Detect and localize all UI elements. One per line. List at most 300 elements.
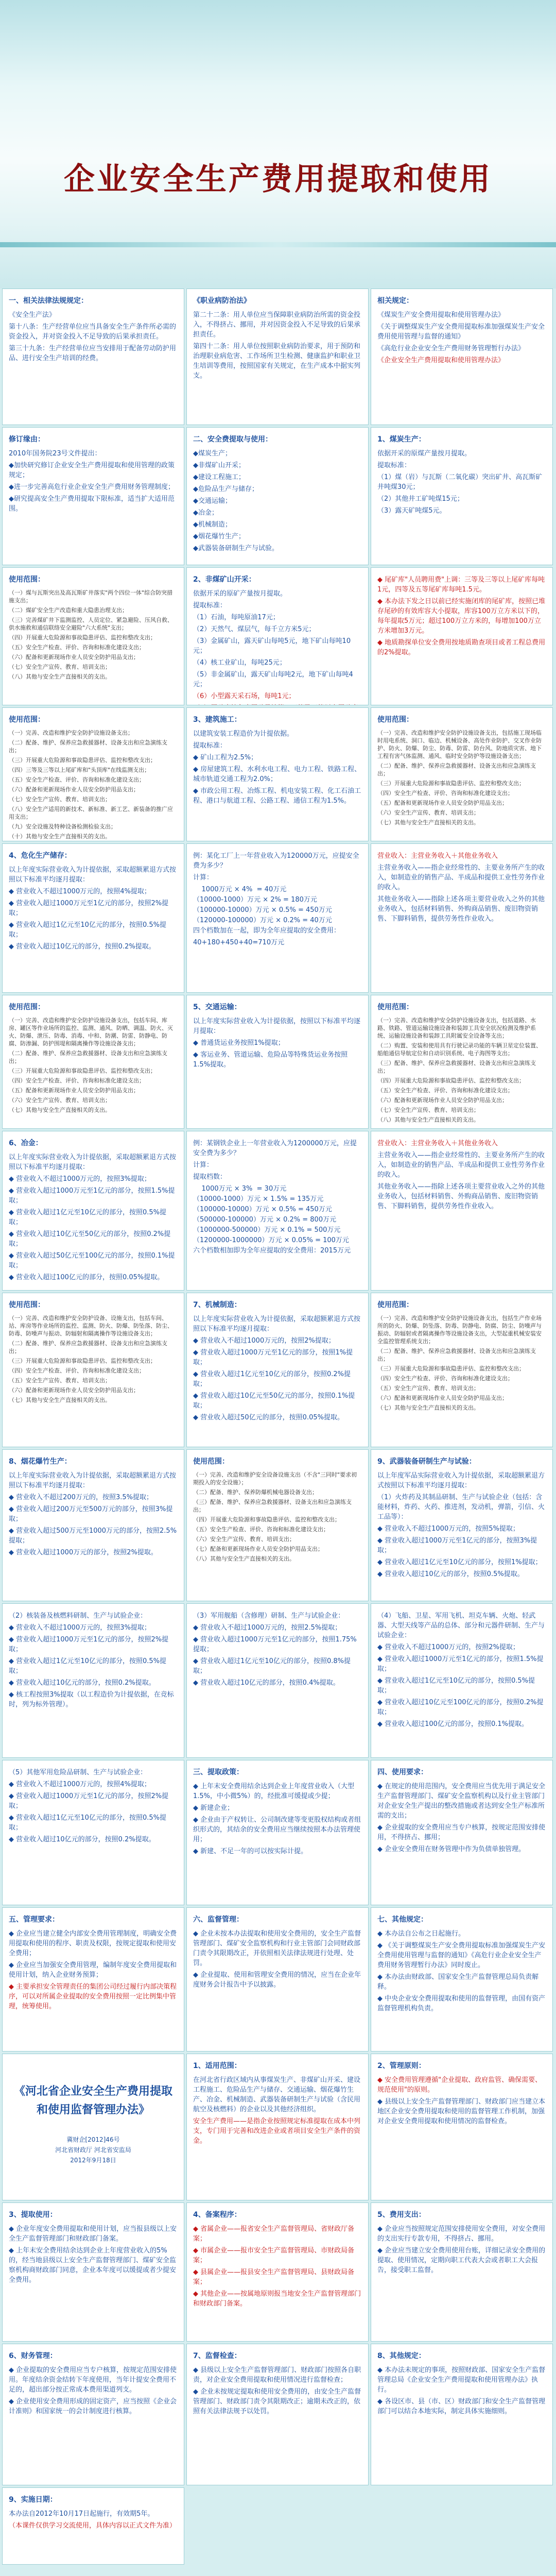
slide-text: （八）其他与安全生产直接相关的支出。	[193, 1555, 295, 1562]
slide-text: ◆ 营业收入超过50亿元的部分，按照0.05%提取。	[193, 1414, 344, 1421]
slide-text: ◆危险品生产与储存；	[193, 485, 258, 493]
slide-text: （6）小型露天采石场，每吨1元；	[193, 692, 296, 700]
slide-text: 主营业务收入——指企业经常性的、主要业务所产生的收入，如制造业的销售产品、半成品和提供工业性劳务作业的收入。	[377, 864, 545, 891]
slide-card	[186, 1293, 369, 1447]
slide-text: ◆ 营业收入超过1000万元至1亿元的部分，按照1.75%提取；	[193, 1636, 357, 1653]
slide-text: ◆ 企业提取的安全费用应当专户核算，按规定范围安排使用。年度结余资金结转下年度使用，当年计提安全费用不足的，超出部分按正常成本费用渠道列支。	[9, 2366, 177, 2394]
slide-text: （二）配备、维护、保养应急救援器材、设备支出和应急演练支出；	[377, 1348, 536, 1362]
slide-row	[2, 289, 554, 425]
slide-text: （二）购置、安装和使用具有行驶记录功能的车辆卫星定位装置、船舶通信导航定位和自动识别系统、电子海图等支出；	[377, 1042, 542, 1057]
slide-heading: 9、实施日期：	[9, 2496, 57, 2504]
slide-text: ◆ 营业收入超过1亿元至10亿元的部分，按照0.5%提取；	[9, 1814, 166, 1832]
slide-card	[2, 707, 184, 841]
slide-text: （一）完善、改造和维护安全防护设施设备支出，包括施工现场临时用电系统、洞口、临边、机械设备、高处作业防护、交叉作业防护、防火、防爆、防尘、防毒、防雷、防台风、防地质灾害、地下工程有害气体监测、通风、临时安全防护等设施设备支出；	[377, 730, 542, 759]
slide-text: ◆ 营业收入超过10亿元至50亿元的部分，按照0.1%提取；	[193, 1392, 355, 1410]
slide-text: 提取标准：	[377, 462, 411, 469]
slide-card	[371, 1131, 553, 1291]
slide-text: ◆ 营业收入超过1亿元至10亿元的部分，按照0.5%提取；	[9, 921, 166, 939]
slide-text: ◆ 上年末安全费用结余达到企业上年度营业收入的5%的，经当地县级以上安全生产监督管理部门、煤矿安全监察机构商财政部门同意，企业本年度可以缓提或者少提安全费用。	[9, 2247, 177, 2284]
slide-text: ◆ 营业收入超过1000万元至1亿元的部分，按照2%提取；	[9, 1792, 169, 1810]
slide-text: ◆ 各设区市、县（市、区）财政部门和安全生产监督管理部门可以结合本地实际，制定具体实施细则。	[377, 2398, 546, 2415]
slide-card	[2, 1760, 184, 1905]
slide-card	[186, 1603, 369, 1758]
slide-heading: 六、监督管理：	[193, 1916, 244, 1924]
slide-text: ◆武器装备研制生产与试验。	[193, 545, 279, 552]
title-banner	[0, 0, 556, 289]
slide-text: 第三十九条：生产经营单位应当安排用于配备劳动防护用品、进行安全生产培训的经费。	[9, 345, 177, 362]
slide-heading: 9、武器装备研制生产与试验：	[377, 1458, 476, 1466]
slide-text: （三）开展重大危险源和事故隐患评估、监控和整改支出；	[9, 1067, 156, 1074]
slide-text: ◆ 《关于调整煤炭生产安全费用提取标准加强煤炭生产安全费用使用管理与监督的通知》《高危行业企业安全生产费用财务管理暂行办法》同时废止。	[377, 1942, 546, 1969]
slide-heading: 8、烟花爆竹生产：	[9, 1458, 72, 1466]
page-title: 企业安全生产费用提取和使用	[64, 161, 492, 197]
slide-heading: 6、冶金：	[9, 1139, 43, 1147]
slide-heading: 1、适用范围：	[193, 2062, 241, 2070]
slide-text: （五）安全生产检查、评价、咨询和标准化建设支出；	[9, 644, 145, 651]
slide-card	[2, 995, 184, 1129]
calculation-block: 1000万元 × 3% = 30万元 （10000-1000）万元 × 1.5% = 135万元 （100000-10000）万元 × 0.5% = 450万元 （500000-100000）万元 × 0.2% = 800万元 （1000000-500000）万元 × 0.1% = 500万元 （1200000-1000000）万元 × 0.05% = 100万元	[193, 1185, 349, 1244]
slide-text: ◆ 尾矿库"人员聘用费"上调：三等及三等以上尾矿库每吨1元，四等及五等尾矿库每吨1.5元。	[377, 576, 545, 594]
slide-text: （七）其他与安全生产直接相关的支出。	[377, 819, 479, 826]
slide-heading: 七、其他规定：	[377, 1916, 428, 1924]
slide-heading: 8、其他规定：	[377, 2352, 426, 2360]
slide-text: ◆烟花爆竹生产；	[193, 533, 245, 540]
slide-text: 以建筑安装工程造价为计提依据。	[193, 730, 294, 738]
slide-text: （一）完善、改造和维护安全防护设施设备支出，包括生产作业场所的防火、防爆、防坠落、防毒、防静电、防腐、防尘、防噪声与振动、防辐射或者隔离操作等设施设备支出，大型起重机械安装安全监控管理系统支出；	[377, 1315, 542, 1345]
slide-text: ◆ 营业收入超过1000万元至1亿元的部分，按照2%提取；	[9, 1636, 169, 1653]
slide-text: （六）配备和更新现场作业人员安全防护用品支出；	[9, 1387, 139, 1394]
slide-text: 《高危行业企业安全生产费用财务管理暂行办法》	[377, 345, 525, 352]
document-meta: 冀财企[2012]46号	[66, 2136, 120, 2143]
slide-card	[2, 2202, 184, 2342]
slide-text: （七）配备和更新现场作业人员安全防护用品支出；	[193, 1546, 323, 1552]
slide-text: （三）开展重大危险源和事故隐患评估、监控和整改支出；	[377, 780, 525, 787]
slide-text: （3）军用舰船（含修理）研制、生产与试验企业：	[193, 1612, 345, 1620]
slide-text: ◆建设工程施工；	[193, 473, 245, 481]
slide-text: ◆ 企业提取的安全费用应当专户核算，按规定范围安排使用，不得挤占、挪用；	[377, 1824, 546, 1841]
slide-text: 计算：	[193, 1161, 214, 1169]
slide-text: ◆ 营业收入不超过1000万元的，按照2%提取；	[377, 1643, 519, 1651]
slide-card	[2, 567, 184, 705]
slide-card	[2, 1131, 184, 1291]
slide-text: （三）开展重大危险源和事故隐患评估、监控和整改支出；	[377, 1365, 525, 1372]
slide-card	[2, 1449, 184, 1601]
slide-text: ◆ 营业收入不超过1000万元的，按照3%提取；	[9, 1624, 151, 1632]
slide-text: 《安全生产法》	[9, 311, 56, 319]
slide-text: （三）配备、维护、保养应急救援器材、设备支出和应急演练支出；	[377, 1060, 536, 1074]
slide-text: 四个档数加在一起，即为全年应提取的安全费用：	[193, 927, 341, 935]
slide-card	[371, 2202, 553, 2342]
slide-card	[371, 843, 553, 993]
slide-text: （七）安全生产宣传、教育、培训支出；	[9, 796, 111, 803]
slide-heading: 使用范围：	[9, 575, 45, 584]
slide-heading: 2、非煤矿山开采：	[193, 575, 256, 584]
slide-text: （六）安全生产宣传、教育、培训支出；	[377, 809, 479, 816]
slide-text: （2）核装备及核燃料研制、生产与试验企业：	[9, 1612, 147, 1620]
slide-card	[371, 707, 553, 841]
slide-card	[371, 289, 553, 425]
slide-heading: 使用范围：	[9, 1301, 45, 1309]
slide-text: ◆ 企业未按本办法提取和使用安全费用的，安全生产监督管理部门、煤矿安全监察机构和行业主管部门会同财政部门责令其限期改正，并依照相关法律法规进行处理、处罚。	[193, 1930, 361, 1967]
slide-text: 以上年度军品实际营业收入为计提依据，采取超额累退方式按照以下标准平均逐月提取：	[377, 1472, 545, 1489]
slide-text: ◆ 新建企业；	[193, 1804, 234, 1812]
slide-text: ◆ 营业收入超过10亿元的部分，按照0.2%提取。	[9, 1679, 155, 1687]
slide-heading: 修订缘由：	[9, 435, 45, 444]
slide-text: （二）配备、维护、保养应急救援器材、设备支出和应急演练支出；	[9, 1340, 167, 1354]
slide-row	[2, 2344, 554, 2485]
slide-text: ◆ 营业收入超过10亿元至100亿元的部分，按照0.2%提取；	[377, 1699, 544, 1716]
slide-heading: 使用范围：	[9, 716, 45, 724]
slide-card	[2, 843, 184, 993]
slide-text: ◆ 市属企业——报市安全生产监督管理局、市财政局备案；	[193, 2247, 355, 2264]
slide-text: （三）开展重大危险源和事故隐患评估、监控和整改支出；	[9, 757, 156, 764]
slide-text: 2010年国务院23号文件提出：	[9, 450, 101, 457]
slide-heading: 1、煤炭生产：	[377, 435, 426, 444]
slide-row	[2, 2054, 554, 2200]
slide-text: 营业收入：主营业务收入＋其他业务收入	[377, 1140, 498, 1147]
slide-text: （七）安全生产宣传、教育、培训支出；	[377, 1107, 479, 1113]
slide-text: ◆ 营业收入不超过1000万元的，按照4%提取；	[9, 888, 151, 895]
slide-text: （一）完善、改造和维护安全设备设施支出（不含"三同时"要求初期投入的安全设施）；	[193, 1471, 357, 1486]
slide-text: 第二十二条：用人单位应当保障职业病防治所需的资金投入，不得挤占、挪用，并对因资金投入不足导致的后果承担责任。	[193, 311, 361, 338]
slide-text: （四）安全生产检查、评价、咨询和标准化建设支出；	[377, 790, 513, 796]
slide-row	[2, 1131, 554, 1291]
slide-row	[2, 707, 554, 841]
slide-text: （四）三等及三等以上尾矿库和"头顶库"在线监测支出；	[9, 767, 150, 773]
slide-text: 40+180+450+40=710万元	[193, 939, 285, 946]
slide-text: ◆ 营业收入超过1000万元的部分，按照2%提取。	[9, 1549, 158, 1556]
slide-text: 主营业务收入——指企业经常性的、主要业务所产生的收入，如制造业的销售产品、半成品和提供工业性劳务作业的收入。	[377, 1151, 545, 1179]
slide-card	[186, 843, 369, 993]
slide-text: （四）开展重大危险源和事故隐患评估、监控和整改支出；	[193, 1516, 340, 1523]
slide-card	[186, 1907, 369, 2052]
slide-text: ◆ 营业收入超过10亿元至50亿元的部分，按照0.2%提取；	[9, 1230, 171, 1248]
slide-text: ◆交通运输；	[193, 497, 232, 505]
slide-text: ◆ 营业收入超过1亿元至10亿元的部分，按照1%提取；	[377, 1558, 542, 1566]
slide-text: （5）其他军用危险品研制、生产与试验企业：	[9, 1769, 147, 1776]
slide-text: （六）配备和更新现场作业人员安全防护用品支出；	[9, 786, 139, 793]
slide-text: 《煤炭生产安全费用提取和使用管理办法》	[377, 311, 505, 319]
slide-text: ◆ 省属企业——报省安全生产监督管理局、省财政厅备案；	[193, 2225, 355, 2243]
slide-text: 计算：	[193, 874, 214, 882]
slide-text: ◆ 安全费用管理遵循"企业提取、政府监管、确保需要、规范使用"的原则。	[377, 2076, 542, 2094]
slide-row	[2, 2487, 554, 2565]
slide-text: （四）开展重大危险源和事故隐患评估、监控和整改支出；	[9, 634, 156, 641]
slide-text: （1）煤（岩）与瓦斯（二氧化碳）突出矿井、高瓦斯矿井吨煤30元；	[377, 473, 543, 491]
slide-heading: 三、提取政策：	[193, 1768, 244, 1776]
slide-text: ◆ 营业收入超过1000万元至1亿元的部分，按照3%提取；	[377, 1537, 537, 1554]
slide-heading: 3、建筑施工：	[193, 716, 241, 724]
slide-text: （一）完善、改造和维护安全防护设备、设施支出，包括车间、站、库房等作业场所的监控、监测、防火、防爆、防坠落、防尘、防毒、防噪声与振动、防辐射和隔离操作等设施设备支出；	[9, 1315, 173, 1337]
slide-text: ◆ 营业收入超过10亿元的部分，按照0.2%提取。	[9, 1836, 155, 1843]
slide-heading: 5、交通运输：	[193, 1003, 241, 1011]
slide-text: ◆ 营业收入超过10亿元的部分，按照0.2%提取。	[9, 943, 155, 951]
slide-card	[2, 2344, 184, 2485]
slide-text: ◆进一步完善高危行业企业安全生产费用财务管理制度；	[9, 483, 175, 491]
slide-text: （本课件仅供学习交流使用，具体内容以正式文件为准）	[9, 2522, 177, 2530]
banner-divider	[0, 242, 556, 247]
slide-text: ◆ 矿山工程为2.5%；	[193, 754, 258, 761]
slide-card	[186, 567, 369, 705]
slide-text: ◆ 企业年度安全费用提取和使用计划，应当报县级以上安全生产监督管理部门和财政部门备案。	[9, 2225, 177, 2243]
slide-card	[371, 1603, 553, 1758]
slide-text: ◆ 营业收入超过1000万元至1亿元的部分，按照1.5%提取；	[9, 1187, 175, 1205]
slide-card	[371, 995, 553, 1129]
slide-text: （六）安全生产宣传、教育、培训支出；	[193, 1536, 295, 1543]
slide-text: （四）开展重大危险源和事故隐患评估、监控和整改支出；	[377, 1077, 525, 1084]
slide-text: ◆ 地质勘探单位安全费用按地质勘查项目或者工程总费用的2%提取。	[377, 639, 546, 656]
slide-text: ◆ 营业收入超过1亿元至10亿元的部分，按照0.5%提取；	[377, 1677, 535, 1694]
slide-text: ◆ 中央企业安全费用提取和使用的监督管理，由国有资产监督管理机构负责。	[377, 1995, 546, 2012]
slide-text: ◆ 核工程按照3%提取（以工程造价为计提依据，在竞标时，列为标外管理）。	[9, 1691, 174, 1708]
slide-text: （十）其他与安全生产直接相关的支出。	[9, 833, 111, 840]
slide-text: ◆ 普通货运业务按照1%提取；	[193, 1039, 285, 1047]
slide-text: ◆ 营业收入超过10亿元的部分，按照0.5%提取。	[377, 1570, 524, 1578]
slide-heading: 五、管理要求：	[9, 1916, 59, 1924]
slide-text: （一）煤与瓦斯突出及高瓦斯矿井落实"两个四位一体"综合防突措施支出；	[9, 589, 173, 604]
slide-text: ◆ 营业收入超过1000万元至1亿元的部分，按照1.5%提取；	[377, 1655, 544, 1673]
slide-card	[186, 707, 369, 841]
slide-text: （八）安全生产适用的新技术、新标准、新工艺、新装备的推广应用支出；	[9, 806, 173, 820]
slide-row	[2, 427, 554, 565]
slide-text: ◆ 企业应当建立健全内部安全费用管理制度，明确安全费用提取和使用的程序、职责及权限，按规定提取和使用安全费用；	[9, 1930, 177, 1957]
slide-text: ◆ 营业收入不超过1000万元的，按照2%提取；	[193, 1337, 335, 1345]
slide-text: ◆ 县级以上安全生产监督管理部门、财政部门按照各自职责，对企业安全费用提取和使用情况进行监督检查；	[193, 2366, 361, 2384]
slide-text: ◆ 营业收入超过1亿元至10亿元的部分，按照0.8%提取；	[193, 1657, 351, 1675]
slide-text: ◆ 房屋建筑工程、水利水电工程、电力工程、铁路工程、城市轨道交通工程为2.0%；	[193, 766, 361, 783]
slide-text: ◆ 县级以上安全生产监督管理部门、财政部门应当建立本地区企业安全费用提取和使用的监督管理工作机制，加强对企业安全费用提取和使用情况的监督检查。	[377, 2098, 546, 2125]
slide-text: 安全生产费用——是指企业按照规定标准提取在成本中列支，专门用于完善和改进企业或者项目安全生产条件的资金。	[193, 2117, 361, 2145]
slide-row	[2, 2202, 554, 2342]
slide-text: 第四十二条：用人单位按照职业病防治要求，用于预防和治理职业病危害、工作场所卫生检测、健康监护和职业卫生培训等费用，按照国家有关规定，在生产成本中据实列支。	[193, 343, 361, 380]
slide-heading: 4、危化生产储存：	[9, 852, 72, 860]
slide-heading: 使用范围：	[9, 1003, 45, 1011]
slide-text: （4）核工业矿山，每吨25元；	[193, 659, 286, 667]
slide-row	[2, 995, 554, 1129]
slide-text: ◆ 上年末安全费用结余达到企业上年度营业收入（大型1.5%，中小微5%）的，经批准可缓提或少提；	[193, 1783, 355, 1800]
slide-card	[2, 1907, 184, 2052]
slide-text: （二）配备、维护、保养应急救援器材、设备支出和应急演练支出；	[9, 739, 167, 754]
slide-text: （六）配备和更新现场作业人员安全防护用品支出；	[377, 1097, 508, 1104]
slide-text: （一）完善、改造和维护安全防护设施设备支出；	[9, 730, 133, 736]
slide-text: ◆ 营业收入超过1000万元至1亿元的部分，按照1%提取；	[193, 1349, 353, 1366]
slide-text: （2）其他井工矿吨煤15元；	[377, 495, 464, 503]
slide-text: ◆ 本办法由财政部、国家安全生产监督管理总局负责解释。	[377, 1973, 539, 1991]
slide-card	[186, 2344, 369, 2485]
document-title: 《河北省企业安全生产费用提取和使用监督管理办法》	[13, 2084, 172, 2116]
slide-text: （五）安全生产宣传、教育、培训支出；	[377, 1385, 479, 1392]
slide-text: （1）火炸药及其制品研制、生产与试验企业（包括：含能材料，炸药、火药、推进剂，发动机，弹箭，引信、火工品等）：	[377, 1494, 545, 1521]
calculation-block: 1000万元 × 4% = 40万元 （10000-1000）万元 × 2% = 180万元 （100000-10000）万元 × 0.5% = 450万元 （120000-100000）万元 × 0.2% = 40万元	[193, 886, 332, 924]
slide-card	[186, 2202, 369, 2342]
slide-text: ◆ 营业收入超过500万元至1000万元的部分，按照2.5%提取；	[9, 1527, 177, 1545]
slide-text: （二）煤矿安全生产改造和重大隐患治理支出；	[9, 607, 128, 614]
slide-heading: 使用范围：	[377, 1301, 413, 1309]
slide-text: ◆ 营业收入超过10亿元的部分，按照0.4%提取。	[193, 1679, 340, 1687]
slide-text: ◆ 客运业务、管道运输、危险品等特殊货运业务按照1.5%提取。	[193, 1051, 348, 1069]
slide-text: （七）安全生产宣传、教育、培训支出；	[9, 664, 111, 670]
slide-card	[371, 1293, 553, 1447]
slide-text: ◆机械制造；	[193, 521, 232, 529]
slide-text: （一）完善、改造和维护安全防护设施设备支出，包括道路、水路、铁路、管道运输设施设备和装卸工具安全状况检测及维护系统、运输设施设备和装卸工具附属安全设备等支出；	[377, 1017, 536, 1039]
slide-card	[186, 1131, 369, 1291]
document-meta: 河北省财政厅 河北省安监局	[55, 2146, 131, 2154]
slide-text: （三）配备、维护、保养应急救援器材、设备支出和应急演练支出；	[193, 1499, 352, 1513]
slide-text: （八）其他与安全生产直接相关的支出。	[9, 673, 111, 680]
slide-card	[186, 427, 369, 565]
slide-card	[371, 567, 553, 705]
slide-card	[186, 1449, 369, 1601]
slide-heading: 5、费用支出：	[377, 2211, 426, 2219]
slide-text: 以上年度实际营业收入为计提依据，按照以下标准平均逐月提取：	[193, 1018, 361, 1035]
slide-card	[2, 1603, 184, 1758]
slide-text: ◆冶金；	[193, 509, 218, 517]
slide-text: ◆ 本办法自公布之日起施行。	[377, 1930, 465, 1938]
slide-text: （五）配备和更新现场作业人员安全防护用品支出；	[377, 800, 508, 806]
slide-text: 提取标准：	[193, 602, 227, 609]
slide-text: 第十八条：生产经营单位应当具备安全生产条件所必需的资金投入，并对资金投入不足导致的后果承担责任。	[9, 323, 177, 341]
slide-text: 以上年度实际营业收入为计提依据，采取超额累退方式按照以下标准平均逐月提取：	[9, 866, 177, 884]
slide-text: （二）配备、维护、保养应急救援器材、设备支出和应急演练支出；	[9, 1050, 167, 1064]
slide-card	[371, 1907, 553, 2052]
slide-text: ◆ 营业收入超过1亿元至10亿元的部分，按照0.5%提取；	[9, 1209, 166, 1226]
slide-text: 以上年度实际营业收入为计提依据，采取超额累退方式按照以下标准平均逐月提取：	[9, 1472, 177, 1489]
slide-text: 提取标准：	[193, 742, 227, 750]
slide-text: （2）天然气、煤层气，每千立方米5元；	[193, 625, 316, 633]
slide-text: ◆ 在规定的使用范围内，安全费用应当优先用于满足安全生产监督管理部门、煤矿安全监察机构以及行业主管部门对企业安全生产提出的整改措施或者达到安全生产标准所需的支出；	[377, 1783, 546, 1820]
slide-text: 提取档数：	[193, 1173, 227, 1181]
slide-text: ◆ 县属企业——报县安全生产监督管理局、县财政局备案；	[193, 2268, 355, 2286]
slide-card	[371, 427, 553, 565]
slide-text: ◆ 企业应当加强安全费用管理，编制年度安全费用提取和使用计划，纳入企业财务预算；	[9, 1961, 177, 1979]
slide-text: （一）完善、改造和维护安全防护设施设备支出，包括车间、库房、罐区等作业场所的监控、监测、通风、防晒、调温、防火、灭火、防爆、泄压、防毒、消毒、中和、防潮、防雷、防静电、防腐、防渗漏、防护围堤和隔离操作等设施设备支出；	[9, 1017, 173, 1047]
slide-heading: 使用范围：	[377, 716, 413, 724]
slide-text: 以上年度实际营业收入为计提依据，采取超额累退方式按照以下标准平均逐月提取：	[193, 1315, 361, 1333]
slide-text: ◆ 企业应当按照规定范围安排使用安全费用，对安全费用的支出实行专款专用，不得挤占、挪用。	[377, 2225, 546, 2243]
slide-text: （五）安全生产检查、评价、咨询和标准化建设支出；	[193, 1526, 329, 1533]
slide-text: ◆煤炭生产；	[193, 450, 232, 457]
slide-text: （五）配备和更新现场作业人员安全防护用品支出；	[9, 1087, 139, 1094]
slide-card	[186, 995, 369, 1129]
slide-text: 《关于调整煤炭生产安全费用提取标准加强煤炭生产安全费用使用管理与监督的通知》	[377, 323, 545, 341]
slide-heading: 7、机械制造：	[193, 1301, 241, 1309]
slide-text: （七）其他与安全生产直接相关的支出。	[9, 1397, 111, 1403]
slide-text: （二）配备、维护、保养防爆机械电器设备支出；	[193, 1489, 318, 1496]
slide-heading: 3、提取使用：	[9, 2211, 57, 2219]
slide-text: 依据开采的原矿产量按月提取。	[193, 590, 287, 598]
slide-text: （5）非金属矿山，露天矿山每吨2元，地下矿山每吨4元；	[193, 671, 353, 688]
slide-card	[371, 2344, 553, 2485]
slide-text: ◆ 本办法下发之日以前已经实施闭库的尾矿库，按照已堆存尾砂的有效库容大小提取，库容100万立方米以下的，每年提取5万元；超过100万立方米的，每增加100万立方米增加3万元。	[377, 598, 546, 635]
slide-text: ◆ 营业收入不超过1000万元的，按照3%提取；	[9, 1175, 151, 1183]
slide-heading: 6、财务管理：	[9, 2352, 57, 2360]
slide-text: （三）开展重大危险源和事故隐患评估、监控和整改支出；	[9, 1358, 156, 1364]
slide-text: ◆ 营业收入不超过1000万元的，按照4%提取；	[9, 1781, 151, 1788]
slide-text: 以上年度实际营业收入为计提依据，采取超额累退方式按照以下标准平均逐月提取：	[9, 1154, 177, 1171]
slide-text: （五）安全生产检查、评价、咨询和标准化建设支出；	[9, 776, 145, 783]
slide-text: 在河北省行政区域内从事煤炭生产、非煤矿山开采、建设工程施工、危险品生产与储存、交通运输、烟花爆竹生产、冶金、机械制造、武器装备研制生产与试验（含民用航空及核燃料）的企业以及其他经济组织。	[193, 2076, 361, 2113]
slide-card	[2, 427, 184, 565]
slide-text: ◆研究提高安全生产费用提取下限标准，适当扩大适用范围。	[9, 495, 175, 513]
slide-text: ◆ 本办法未规定的事项，按照财政部、国家安全生产监督管理总局《企业安全生产费用提取和使用管理办法》执行。	[377, 2366, 546, 2394]
slide-heading: 使用范围：	[377, 1003, 413, 1011]
slide-text: ◆ 营业收入超过1亿元至10亿元的部分，按照0.2%提取；	[193, 1370, 351, 1388]
slide-text: ◆ 营业收入不超过1000万元的，按照2.5%提取；	[193, 1624, 342, 1632]
slide-text: ◆ 企业由于产权转让、公司制改建等变更股权结构或者组织形式的，其结余的安全费用应当继续按照本办法管理使用；	[193, 1816, 361, 1843]
slide-text: ◆ 企业安全费用在财务管理中作为负债单独管理。	[377, 1845, 526, 1853]
slide-text: ◆ 企业使用安全费用形成的固定资产，应当按照《企业会计准则》和国家统一的会计制度进行核算。	[9, 2398, 177, 2415]
slide-text: ◆ 市政公用工程、冶炼工程、机电安装工程、化工石油工程、港口与航道工程、公路工程、通信工程为1.5%。	[193, 787, 361, 805]
slide-text: ◆ 企业提取、使用和管理安全费用的情况，应当在企业年度财务会计报告中予以披露。	[193, 1971, 361, 1989]
slide-text: 例：某化工厂上一年营业收入为120000万元，应提安全费为多少？	[193, 852, 359, 870]
slide-text: （四）安全生产检查、评价、咨询和标准化建设支出；	[9, 1367, 145, 1374]
slide-text: 六个档数相加即为全年应提取的安全费用：2015万元	[193, 1247, 351, 1255]
slide-card	[2, 1293, 184, 1447]
slide-card	[186, 1760, 369, 1905]
slide-grid	[2, 289, 554, 2567]
slide-row	[2, 1760, 554, 1905]
slide-text: 依据开采的原煤产量按月提取。	[377, 450, 472, 457]
slide-heading: 7、监督检查：	[193, 2352, 241, 2360]
slide-text: （三）完善煤矿井下监测监控、人员定位、紧急避险、压风自救、供水施救和通信联络安全避险"六大系统"支出；	[9, 617, 173, 631]
slide-text: ◆ 营业收入不超过200万元的，按照3.5%提取；	[9, 1494, 153, 1501]
slide-text: （六）安全生产宣传、教育、培训支出；	[9, 1097, 111, 1104]
slide-text: ◆ 主要承担安全管理责任的集团公司经过履行内部决策程序，可以对所属企业提取的安全费用按照一定比例集中管理，统筹使用。	[9, 1983, 177, 2010]
slide-text: （3）露天矿吨煤5元。	[377, 507, 446, 515]
slide-text: ◆ 营业收入不超过1000万元的，按照5%提取；	[377, 1525, 519, 1533]
slide-row	[2, 1603, 554, 1758]
slide-text: （四）安全生产检查、评价、咨询和标准化建设支出；	[377, 1375, 513, 1382]
slide-text: （七）其他与安全生产直接相关的支出。	[9, 1107, 111, 1113]
slide-text: 其他业务收入——指除上述各项主要营业收入之外的其他业务收入，包括材料销售、外购商品销售、废旧物资销售、下脚料销售，提供劳务性作业收入。	[377, 895, 545, 923]
slide-text: 其他业务收入——指除上述各项主要营业收入之外的其他业务收入，包括材料销售、外购商品销售、废旧物资销售、下脚料销售，提供劳务性作业收入。	[377, 1183, 545, 1210]
slide-text: （六）配备和更新现场作业人员安全防护用品支出；	[9, 654, 139, 660]
slide-text: ◆非煤矿山开采；	[193, 462, 245, 469]
slide-text: （六）配备和更新现场作业人员安全防护用品支出；	[377, 1395, 508, 1401]
slide-text: ◆ 营业收入超过200万元至500万元的部分，按照3%提取；	[9, 1505, 173, 1523]
slide-heading: 相关规定：	[377, 297, 413, 305]
slide-text: ◆ 营业收入超过1亿元至10亿元的部分，按照0.5%提取；	[9, 1657, 166, 1675]
slide-card	[2, 2487, 184, 2565]
slide-text: ◆ 营业收入超过50亿元至100亿元的部分，按照0.1%提取；	[9, 1252, 175, 1269]
slide-text: ◆ 营业收入超过100亿元的部分，按照0.05%提取。	[9, 1274, 164, 1281]
slide-card	[371, 1449, 553, 1601]
slide-text: 本办法自2012年10月17日起施行，有效期5年。	[9, 2510, 154, 2518]
slide-card	[186, 2054, 369, 2200]
slide-text: （1）石油，每吨原油17元；	[193, 614, 280, 621]
slide-row	[2, 1449, 554, 1601]
slide-card	[371, 1760, 553, 1905]
slide-text: （八）其他与安全生产直接相关的支出。	[377, 1116, 479, 1123]
slide-text: （五）安全生产宣传、教育、培训支出；	[9, 1377, 111, 1384]
slide-card	[2, 289, 184, 425]
slide-card	[2, 2054, 184, 2200]
slide-text: 例：某钢铁企业上一年营业收入为1200000万元，应提安全费为多少？	[193, 1140, 357, 1157]
slide-heading: 2、管理原则：	[377, 2062, 426, 2070]
slide-text: ◆ 企业未按规定提取和使用安全费用的，由安全生产监督管理部门、财政部门责令其限期改正；逾期未改正的，依照有关法律法规予以处罚。	[193, 2388, 361, 2415]
slide-heading: 四、使用要求：	[377, 1768, 428, 1776]
slide-text: 《企业安全生产费用提取和使用管理办法》	[377, 357, 505, 364]
slide-heading: 《职业病防治法》	[193, 297, 251, 305]
slide-text: ◆ 新建、不足一年的可以按实际计提。	[193, 1848, 308, 1855]
slide-text: （七）其他与安全生产直接相关的支出。	[377, 1404, 479, 1411]
slide-text: ◆加快研究修订企业安全生产费用提取和使用管理的政策规定；	[9, 462, 175, 479]
slide-heading: 二、安全费提取与使用：	[193, 435, 272, 444]
slide-heading: 4、备案程序：	[193, 2211, 241, 2219]
slide-row	[2, 843, 554, 993]
slide-text: ◆ 营业收入超过100亿元的部分，按照0.1%提取。	[377, 1720, 528, 1728]
slide-text: ◆ 企业应当建立安全费用使用台账，详细记录安全费用的提取、使用情况，定期向职工代表大会或者职工大会报告，接受职工监督。	[377, 2247, 546, 2274]
